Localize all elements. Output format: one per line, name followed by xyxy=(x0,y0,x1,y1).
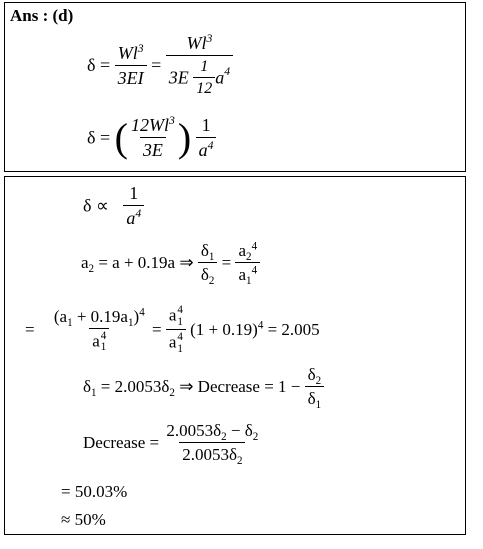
answer-box-top xyxy=(4,2,466,172)
eq1-fraction-2: Wl$^3$ 3E $\frac{1}{12}$ $a^4$ xyxy=(166,33,233,98)
eq2-fraction-1: $\frac{12Wl^3}{3E}$ xyxy=(130,113,175,160)
equation-result-percent: = 50.03% xyxy=(61,482,128,501)
eq4-fraction-2: $\frac{a_2^4}{a_1^4}$ xyxy=(235,241,260,285)
eq4-fraction-1: $\frac{\delta_1}{\delta_2}$ xyxy=(198,241,218,285)
equation-deflection-2: δ = ( $\frac{12Wl^3}{3E}$ ) $\frac{1}{a^4}$ xyxy=(87,115,216,161)
equation-proportional: δ ∝ $\frac{1}{a^4}$ xyxy=(83,183,144,229)
equation-decrease-1: $\delta_1 = 2.0053\delta_2$ ⇒ Decrease = 1 − $\frac{\delta_2}{\delta_1}$ xyxy=(83,365,324,409)
eq3-fraction: $\frac{1}{a^4}$ xyxy=(123,183,144,229)
eq1-equals: = xyxy=(151,55,162,75)
answer-box-bottom xyxy=(4,176,466,535)
equation-approx-percent: ≈ 50% xyxy=(61,510,106,529)
eq6-fraction: $\frac{\delta_2}{\delta_1}$ xyxy=(305,365,325,409)
eq1-fraction-1: $\frac{Wl^3}{3EI}$ xyxy=(115,43,147,89)
equation-decrease-2: Decrease = $\frac{2.0053\delta_2 - \delta_2}{2.0053\delta_2}$ xyxy=(83,421,261,465)
equation-deflection-1 xyxy=(87,33,233,98)
eq5-fraction-1: $(a_1 + 0.19a_1)^4$ a 4 1 xyxy=(53,305,145,354)
eq2-fraction-2: $\frac{1}{a^4}$ xyxy=(196,115,217,161)
equation-ratio: $a_2 = a + 0.19a$ ⇒ $\frac{\delta_1}{\delta_2}$ = $\frac{a_2^4}{a_1^4}$ xyxy=(81,241,260,285)
eq7-fraction: $\frac{2.0053\delta_2 - \delta_2}{2.0053\delta_2}$ xyxy=(166,421,259,467)
eq5-fraction-2: a 4 1 a 4 1 xyxy=(166,305,186,355)
equation-expansion: = $(a_1 + 0.19a_1)^4$ a 4 1 = a 4 1 a 4 1 $(1 + 0.19)^4 = 2.005$ xyxy=(25,304,320,355)
eq1-lhs: δ = xyxy=(87,55,111,75)
answer-heading: Ans : (d) xyxy=(10,6,74,25)
